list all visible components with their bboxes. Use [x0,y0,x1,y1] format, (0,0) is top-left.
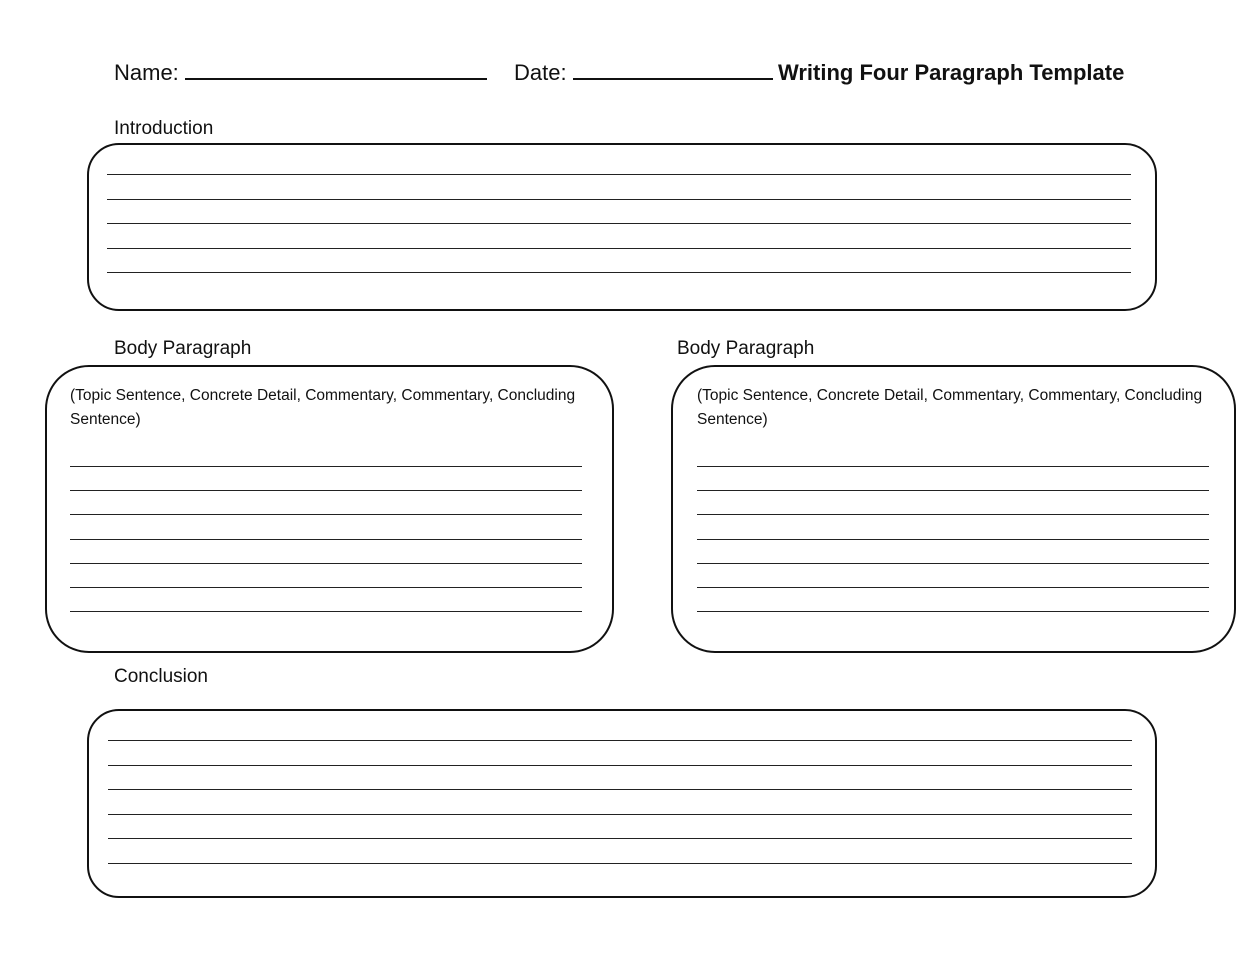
body-right-line[interactable] [697,539,1209,540]
introduction-line[interactable] [107,174,1131,175]
conclusion-label: Conclusion [114,666,208,687]
name-blank-line[interactable] [185,60,487,80]
body-right-line[interactable] [697,563,1209,564]
introduction-box[interactable] [87,143,1157,311]
date-label: Date: [514,60,567,85]
body-paragraph-right-label: Body Paragraph [677,338,815,359]
date-blank-line[interactable] [573,60,773,80]
body-right-line[interactable] [697,611,1209,612]
body-left-line[interactable] [70,490,582,491]
introduction-line[interactable] [107,223,1131,224]
conclusion-line[interactable] [108,789,1132,790]
body-right-line[interactable] [697,466,1209,467]
date-field[interactable] [514,60,773,86]
body-left-line[interactable] [70,466,582,467]
introduction-line[interactable] [107,248,1131,249]
body-left-line[interactable] [70,611,582,612]
introduction-line[interactable] [107,272,1131,273]
conclusion-line[interactable] [108,863,1132,864]
body-right-prompt: (Topic Sentence, Concrete Detail, Commentary, Commentary, Concluding Sentence) [697,387,1203,428]
introduction-label: Introduction [114,118,214,139]
body-left-line[interactable] [70,514,582,515]
conclusion-box[interactable] [87,709,1157,898]
body-right-line[interactable] [697,587,1209,588]
conclusion-line[interactable] [108,814,1132,815]
conclusion-line[interactable] [108,838,1132,839]
body-left-line[interactable] [70,587,582,588]
body-left-line[interactable] [70,539,582,540]
body-right-line[interactable] [697,514,1209,515]
name-label: Name: [114,60,179,85]
page-title: Writing Four Paragraph Template [778,60,1125,85]
introduction-line[interactable] [107,199,1131,200]
conclusion-line[interactable] [108,765,1132,766]
body-paragraph-left-label: Body Paragraph [114,338,252,359]
body-left-prompt: (Topic Sentence, Concrete Detail, Commentary, Commentary, Concluding Sentence) [70,387,576,428]
body-right-line[interactable] [697,490,1209,491]
body-left-line[interactable] [70,563,582,564]
conclusion-line[interactable] [108,740,1132,741]
name-field[interactable] [114,60,487,86]
